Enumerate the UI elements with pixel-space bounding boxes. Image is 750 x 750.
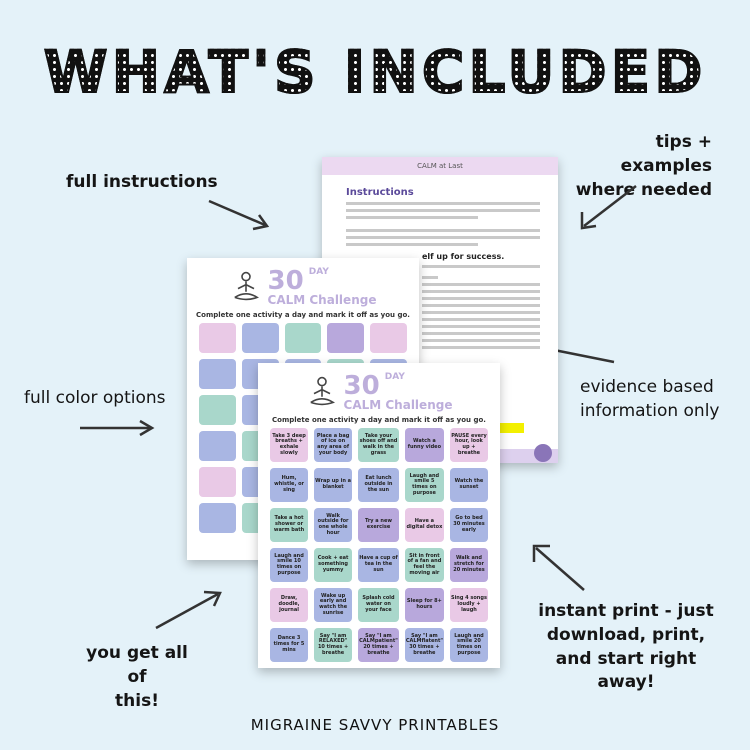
activity-square: Sleep for 8+ hours (405, 588, 444, 622)
activity-square: Splash cold water on your face (358, 588, 399, 622)
activity-square: Laugh and smile 10 times on purpose (270, 548, 308, 582)
activity-square: Hum, whistle, or sing (270, 468, 308, 502)
instructions-title: Instructions (346, 187, 414, 198)
activity-square: Sit in front of a fan and feel the moving air (405, 548, 444, 582)
callout-instant-print: instant print - just download, print, and start right away! (538, 601, 714, 693)
meditation-icon (306, 375, 338, 409)
challenge-square (242, 323, 279, 353)
page-headline: WHAT'S INCLUDED (43, 38, 707, 106)
activity-square: Watch the sunset (450, 468, 488, 502)
challenge-square (285, 323, 322, 353)
callout-you-get: you get all of this! (86, 643, 188, 711)
challenge-square (370, 323, 407, 353)
arrow-icon (152, 588, 227, 633)
callout-evidence: evidence based information only (580, 377, 720, 421)
challenge-square (199, 503, 236, 533)
callout-full-instructions: full instructions (66, 172, 218, 192)
activity-square: Walk and stretch for 20 minutes (450, 548, 488, 582)
arrow-icon (528, 540, 588, 595)
activity-square: Laugh and smile 20 times on purpose (450, 628, 488, 662)
activity-square: PAUSE every hour, look up + breathe (450, 428, 488, 462)
activity-square: Take 3 deep breaths + exhale slowly (270, 428, 308, 462)
meditation-icon (230, 270, 262, 304)
arrow-icon (574, 182, 644, 232)
activity-square: Walk outside for one whole hour (314, 508, 352, 542)
activity-square: Try a new exercise (358, 508, 399, 542)
color-challenge-sheet: 30 $^{DAY}$ CALM Challenge Complete one activity a day and mark it off as you go. (187, 258, 419, 560)
activity-square: Place a bag of ice on any area of your body (314, 428, 352, 462)
activity-square: Cook + eat something yummy (314, 548, 352, 582)
activity-square: Draw, doodle, journal (270, 588, 308, 622)
callout-color-options: full color options (24, 388, 166, 408)
activity-square: Have a digital detox (405, 508, 444, 542)
activity-square: Take a hot shower or warm bath (270, 508, 308, 542)
challenge-square (199, 323, 236, 353)
instructions-subheading: elf up for success. (422, 252, 505, 261)
activity-square: Say "I am CALMflatent" 30 times + breathe (405, 628, 444, 662)
activity-square: Laugh and smile 5 times on purpose (405, 468, 444, 502)
challenge-square (199, 359, 236, 389)
activity-square: Have a cup of tea in the sun (358, 548, 399, 582)
brain-logo-icon (534, 444, 552, 462)
arrow-icon (78, 418, 158, 438)
activity-square: Say "I am RELAXED" 10 times + breathe (314, 628, 352, 662)
activity-square: Eat lunch outside in the sun (358, 468, 399, 502)
callout-tips: tips + examples where needed (575, 132, 712, 200)
activity-square: Wake up early and watch the sunrise (314, 588, 352, 622)
activity-square: Take your shoes off and walk in the grass (358, 428, 399, 462)
activity-square: Wrap up in a blanket (314, 468, 352, 502)
activity-square: Say "I am CALMpatient" 20 times + breathe (358, 628, 399, 662)
arrow-icon (205, 195, 275, 235)
challenge-square (327, 323, 364, 353)
activity-square: Sing 4 songs loudly + laugh (450, 588, 488, 622)
challenge-square (199, 395, 236, 425)
filled-challenge-sheet: 30 $^{DAY}$ CALM Challenge Complete one activity a day and mark it off as you go. Take 3 deep breaths + exhale slowly Place a bag of ice on any area of your body Take your shoes off and walk in the grass Watch a funny video PAUSE every hour, look up + breathe Hum, whistle, or sing Wrap up in a blanket Eat lunch outside in the sun Laugh and smile 5 times on purpose Watch the sunset Take a hot shower or warm bath Walk outside for one whole hour Try a new exercise Have a digital detox Go to bed 30 minutes early Laugh and smile 10 times on purpose Cook + eat something yummy Have a cup of tea in the sun Sit in front of a fan and feel the moving air Walk and stretch for 20 minutes Draw, doodle, journal Wake up early and watch the sunrise Splash cold water on your face Sleep for 8+ hours Sing 4 songs loudly + laugh Dance 3 times for 5 mins Say "I am RELAXED" 10 times + breathe Say "I am CALMpatient" 20 times + breathe Say "I am CALMflatent" 30 times + breathe Laugh and smile 20 times on purpose (258, 363, 500, 668)
challenge-square (199, 431, 236, 461)
challenge-subtitle: Complete one activity a day and mark it off as you go. (272, 416, 486, 424)
challenge-square (199, 467, 236, 497)
activity-square: Dance 3 times for 5 mins (270, 628, 308, 662)
challenge-subtitle: Complete one activity a day and mark it off as you go. (196, 311, 410, 319)
activity-square: Go to bed 30 minutes early (450, 508, 488, 542)
activity-square: Watch a funny video (405, 428, 444, 462)
instructions-header: CALM at Last (322, 157, 558, 175)
brand-footer: MIGRAINE SAVVY PRINTABLES (250, 716, 500, 734)
